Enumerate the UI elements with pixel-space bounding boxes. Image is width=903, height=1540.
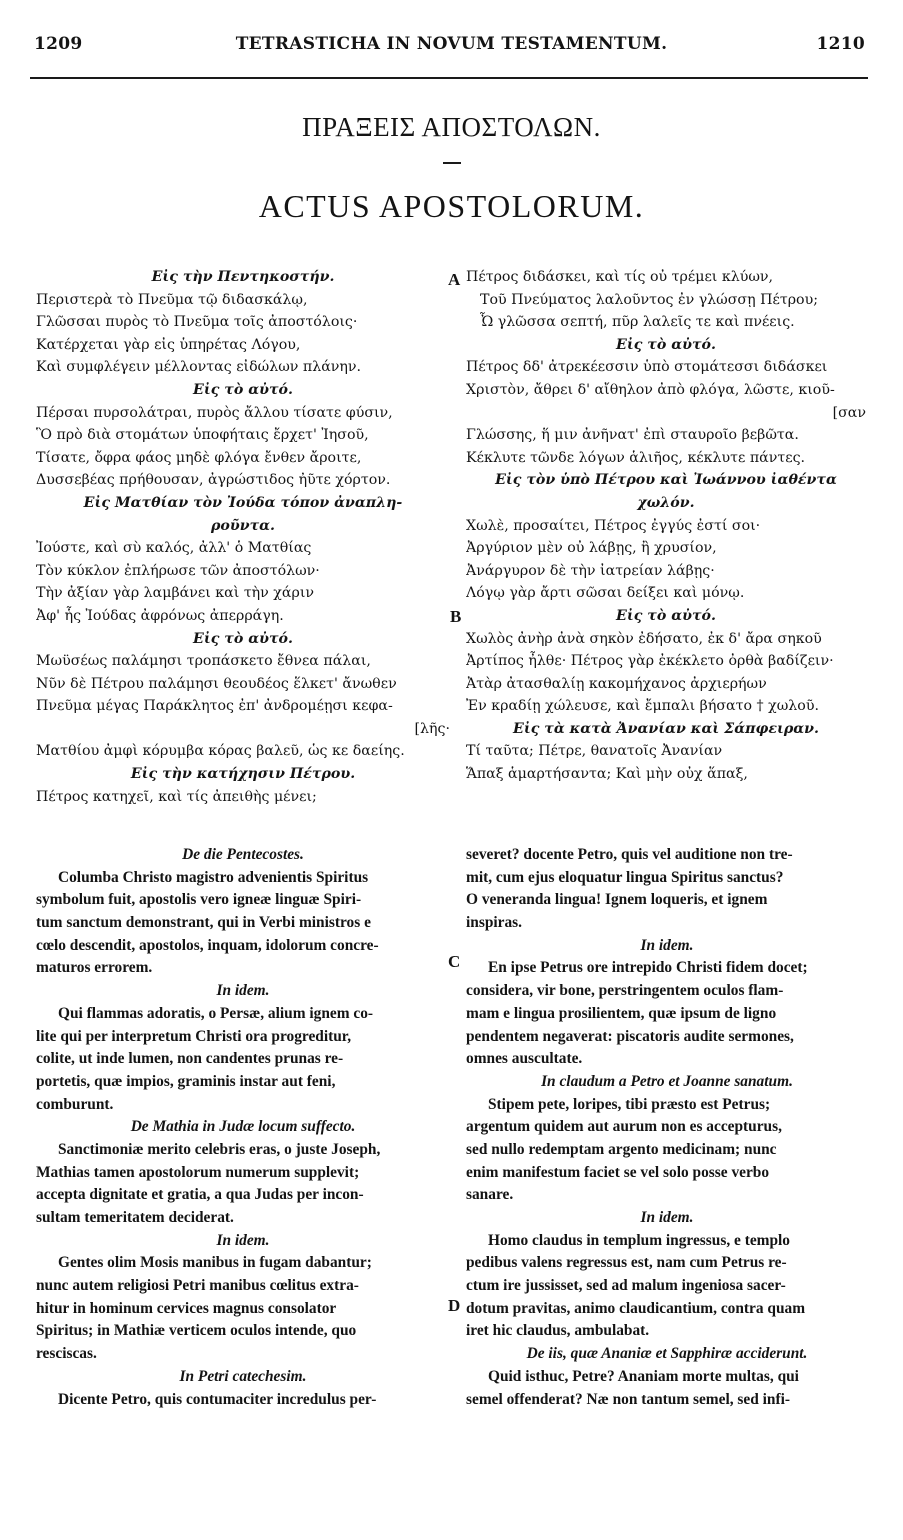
- text-line: Ἅπαξ ἁμαρτήσαντα; Καὶ μὴν οὐχ ἅπαξ,: [466, 766, 748, 783]
- section-heading: Εἰς τὸ αὐτό.: [616, 607, 716, 624]
- text-line: Ματθίου ἀμφὶ κόρυμβα κόρας βαλεῦ, ὡς κε δαείης.: [36, 743, 405, 760]
- text-line: Καὶ συμφλέγειν μέλλοντας εἰδώλων πλάνην.: [36, 359, 362, 376]
- text-line: Περιστερὰ τὸ Πνεῦμα τῷ διδασκάλῳ,: [36, 291, 308, 308]
- section-heading: Εἰς τὸν ὑπὸ Πέτρου καὶ Ἰωάννου ἰαθέντα: [495, 472, 837, 489]
- text-line: Quid isthuc, Petre? Ananiam morte multas, qui: [488, 1367, 799, 1385]
- text-line: Mathias tamen apostolorum numerum supplevit;: [36, 1163, 360, 1181]
- text-line: argentum quidem aut aurum non es accepturus,: [466, 1118, 782, 1136]
- text-line: Homo claudus in templum ingressus, e templo: [488, 1231, 790, 1249]
- text-line: Λόγῳ γὰρ ἄρτι σῶσαι δείξει καὶ μόνῳ.: [466, 585, 745, 602]
- text-line: Ἐν κραδίῃ χώλευσε, καὶ ἔμπαλι βήσατο † χωλοῦ.: [466, 698, 819, 715]
- text-line: nunc autem religiosi Petri manibus cœlitus extra-: [36, 1277, 359, 1295]
- section-heading: In idem.: [640, 936, 694, 954]
- text-line: sanare.: [466, 1186, 514, 1204]
- section-heading: Εἰς τὰ κατὰ Ἀνανίαν καὶ Σάπφειραν.: [513, 720, 819, 737]
- text-line: Ὃ πρὸ διὰ στομάτων ὑποφήταις ἔρχετ' Ἰησοῦ,: [36, 427, 369, 444]
- text-line: semel offenderat? Næ non tantum semel, sed infi-: [466, 1390, 791, 1408]
- text-line: Sanctimoniæ merito celebris eras, o juste Joseph,: [58, 1140, 381, 1158]
- page-number-left: 1209: [34, 34, 83, 54]
- latin-right-column: [466, 844, 868, 1411]
- text-line: Δυσσεβέας πρήθουσαν, ἀγρώστιδος ἠῦτε χόρτον.: [36, 472, 391, 489]
- text-line: cœlo descendit, apostolos, inquam, idolorum concre-: [36, 936, 379, 954]
- text-line: Κατέρχεται γὰρ εἰς ὑπηρέτας Λόγου,: [36, 336, 301, 353]
- text-line: Τίσατε, ὄφρα φάος μηδὲ φλόγα ἔνθεν ἄροιτε,: [36, 449, 362, 466]
- section-heading: De iis, quæ Ananiæ et Sapphiræ acciderunt.: [526, 1345, 808, 1363]
- text-line: Ὦ γλῶσσα σεπτή, πῦρ λαλεῖς τε καὶ πνέεις.: [480, 314, 795, 331]
- text-line: enim manifestum faciet se vel solo posse verbo: [466, 1163, 770, 1181]
- text-line: Spiritus; in Mathiæ verticem oculos intende, quo: [36, 1322, 357, 1340]
- greek-right-column: [466, 266, 866, 786]
- text-line: Χωλὲ, προσαίτει, Πέτρος ἐγγύς ἐστί σοι·: [466, 517, 761, 534]
- margin-mark-a: A: [448, 270, 461, 289]
- text-line: inspiras.: [466, 914, 523, 932]
- text-line: Γλώσσης, ἥ μιν ἀνῆνατ' ἐπὶ σταυροῖο βεβῶτα.: [466, 427, 799, 444]
- text-line: [λῆς·: [414, 720, 450, 737]
- running-title: TETRASTICHA IN NOVUM TESTAMENTUM.: [235, 34, 668, 54]
- text-line: ctum ire jussisset, sed ad malum ingeniosa sacer-: [466, 1277, 786, 1295]
- text-line: Πέτρος διδάσκει, καὶ τίς οὐ τρέμει κλύων,: [466, 269, 774, 285]
- text-line: Dicente Petro, quis contumaciter incredulus per-: [58, 1390, 377, 1408]
- text-line: portetis, quæ impios, graminis instar aut feni,: [36, 1072, 336, 1090]
- text-line: Πέτρος δδ' ἀτρεκέεσσιν ὑπὸ στομάτεσσι διδάσκει: [466, 359, 828, 376]
- text-line: pedibus valens regressus est, nam cum Petrus re-: [466, 1254, 787, 1272]
- section-heading: Εἰς τὸ αὐτό.: [616, 336, 716, 353]
- section-heading: Εἰς τὴν Πεντηκοστήν.: [151, 269, 335, 285]
- text-line: symbolum fuit, apostolis vero igneæ linguæ Spiri-: [36, 891, 362, 909]
- section-heading: In idem.: [216, 982, 270, 1000]
- text-line: Ἰούστε, καὶ σὺ καλός, ἀλλ' ὁ Ματθίας: [36, 540, 312, 557]
- text-line: Τί ταῦτα; Πέτρε, θανατοῖς Ἀνανίαν: [466, 743, 723, 760]
- header-rule: [30, 77, 868, 79]
- section-heading: Εἰς Ματθίαν τὸν Ἰούδα τόπον ἀναπλη-: [83, 494, 403, 511]
- text-line: Πέρσαι πυρσολάτραι, πυρὸς ἄλλου τίσατε φύσιν,: [36, 404, 393, 421]
- margin-mark-d: D: [448, 1296, 461, 1315]
- greek-left-column: [36, 266, 450, 808]
- text-line: resciscas.: [36, 1345, 97, 1363]
- section-heading: In idem.: [640, 1209, 694, 1226]
- text-line: Γλῶσσαι πυρὸς τὸ Πνεῦμα τοῖς ἀποστόλοις·: [36, 314, 358, 331]
- section-heading: De Mathia in Judæ locum suffecto.: [130, 1118, 356, 1136]
- text-line: Stipem pete, loripes, tibi præsto est Petrus;: [488, 1095, 771, 1113]
- text-line: Μωϋσέως παλάμησι τροπάσκετο ἔθνεα πάλαι,: [36, 653, 371, 670]
- page-number-right: 1210: [816, 34, 865, 54]
- text-line: Ἀργύριον μὲν οὐ λάβῃς, ἢ χρυσίον,: [466, 540, 717, 557]
- text-line: mam e lingua prosilientem, quæ ipsum de ligno: [466, 1004, 777, 1022]
- text-line: Πέτρος κατηχεῖ, καὶ τίς ἀπειθὴς μένει;: [36, 788, 317, 805]
- text-line: severet? docente Petro, quis vel auditione non tre-: [466, 846, 793, 863]
- text-line: Κέκλυτε τῶνδε λόγων ἁλιῆος, κέκλυτε πάντες.: [466, 449, 806, 466]
- text-line: colite, ut inde lumen, non candentes prunas re-: [36, 1050, 344, 1068]
- section-heading: ροῦντα.: [211, 517, 275, 534]
- text-line: omnes auscultate.: [466, 1050, 583, 1068]
- text-line: Χριστὸν, ἄθρει δ' αἴθηλον ἀπὸ φλόγα, λῶστε, κιοῦ-: [466, 381, 835, 398]
- text-line: mit, cum ejus eloquatur lingua Spiritus sanctus?: [466, 868, 784, 886]
- text-line: Τοῦ Πνεύματος λαλοῦντος ἐν γλώσσῃ Πέτρου;: [480, 291, 818, 308]
- text-line: Gentes olim Mosis manibus in fugam dabantur;: [58, 1254, 372, 1272]
- text-line: Τὸν κύκλον ἐπλήρωσε τῶν ἀποστόλων·: [36, 562, 320, 579]
- text-line: [σαν: [832, 404, 866, 421]
- greek-title: ΠΡΑΞΕΙΣ ΑΠΟΣΤΟΛΩΝ.: [302, 112, 601, 142]
- text-line: pendentem negaverat: piscatoris audite sermones,: [466, 1027, 794, 1045]
- margin-mark-c: C: [448, 952, 461, 971]
- text-line: O veneranda lingua! Ignem loqueris, et ignem: [466, 891, 768, 909]
- text-line: iret hic claudus, ambulabat.: [466, 1322, 650, 1340]
- margin-mark-b: B: [450, 607, 462, 626]
- text-line: considera, vir bone, perstringentem oculos flam-: [466, 982, 784, 1000]
- text-line: Ἀτὰρ ἀτασθαλίῃ κακομήχανος ἀρχιερήων: [466, 675, 767, 692]
- text-line: Πνεῦμα μέγας Παράκλητος ἐπ' ἀνδρομέῃσι κεφα-: [36, 698, 393, 715]
- text-line: Τὴν ἀξίαν γὰρ λαμβάνει καὶ τὴν χάριν: [36, 585, 315, 602]
- text-line: maturos errorem.: [36, 959, 153, 977]
- text-line: dotum pravitas, animo claudicantium, contra quam: [466, 1299, 806, 1317]
- text-line: Νῦν δὲ Πέτρου παλάμησι θεουδέος ἕλκετ' ἄνωθεν: [36, 675, 397, 692]
- text-line: comburunt.: [36, 1095, 114, 1113]
- section-heading: χωλόν.: [637, 494, 695, 511]
- text-line: sed nullo redemptam argento medicinam; nunc: [466, 1140, 777, 1158]
- text-line: En ipse Petrus ore intrepido Christi fidem docet;: [488, 959, 808, 977]
- text-line: Ἀνάργυρον δὲ τὴν ἰατρείαν λάβῃς·: [466, 562, 715, 579]
- text-line: tum sanctum demonstrant, qui in Verbi ministros e: [36, 914, 371, 932]
- text-line: Columba Christo magistro advenientis Spiritus: [58, 868, 369, 886]
- section-heading: Εἰς τὴν κατήχησιν Πέτρου.: [130, 766, 356, 783]
- title-dash: [443, 162, 461, 164]
- section-heading: In claudum a Petro et Joanne sanatum.: [541, 1072, 793, 1090]
- text-line: sultam temeritatem deciderat.: [36, 1209, 234, 1226]
- section-heading: Εἰς τὸ αὐτό.: [193, 630, 293, 647]
- latin-title: ACTUS APOSTOLORUM.: [258, 188, 645, 224]
- section-heading: In Petri catechesim.: [179, 1367, 307, 1385]
- text-line: Ἀρτίπος ἦλθε· Πέτρος γὰρ ἐκέκλετο ὀρθὰ βαδίζειν·: [466, 653, 834, 670]
- text-line: Χωλὸς ἀνὴρ ἀνὰ σηκὸν ἐδήσατο, ἐκ δ' ἄρα σηκοῦ: [466, 630, 822, 647]
- section-heading: In idem.: [216, 1231, 270, 1249]
- text-line: Qui flammas adoratis, o Persæ, alium ignem co-: [58, 1004, 374, 1022]
- latin-left-column: [36, 844, 450, 1411]
- section-heading: Εἰς τὸ αὐτό.: [193, 381, 293, 398]
- section-heading: De die Pentecostes.: [182, 846, 304, 863]
- text-line: lite qui per interpretum Christi ora progreditur,: [36, 1027, 352, 1045]
- text-line: hitur in hominum cervices magnus consolator: [36, 1299, 337, 1317]
- text-line: Ἀφ' ἧς Ἰούδας ἀφρόνως ἀπερράγη.: [36, 607, 284, 624]
- text-line: accepta dignitate et gratia, a qua Judas per incon-: [36, 1186, 364, 1204]
